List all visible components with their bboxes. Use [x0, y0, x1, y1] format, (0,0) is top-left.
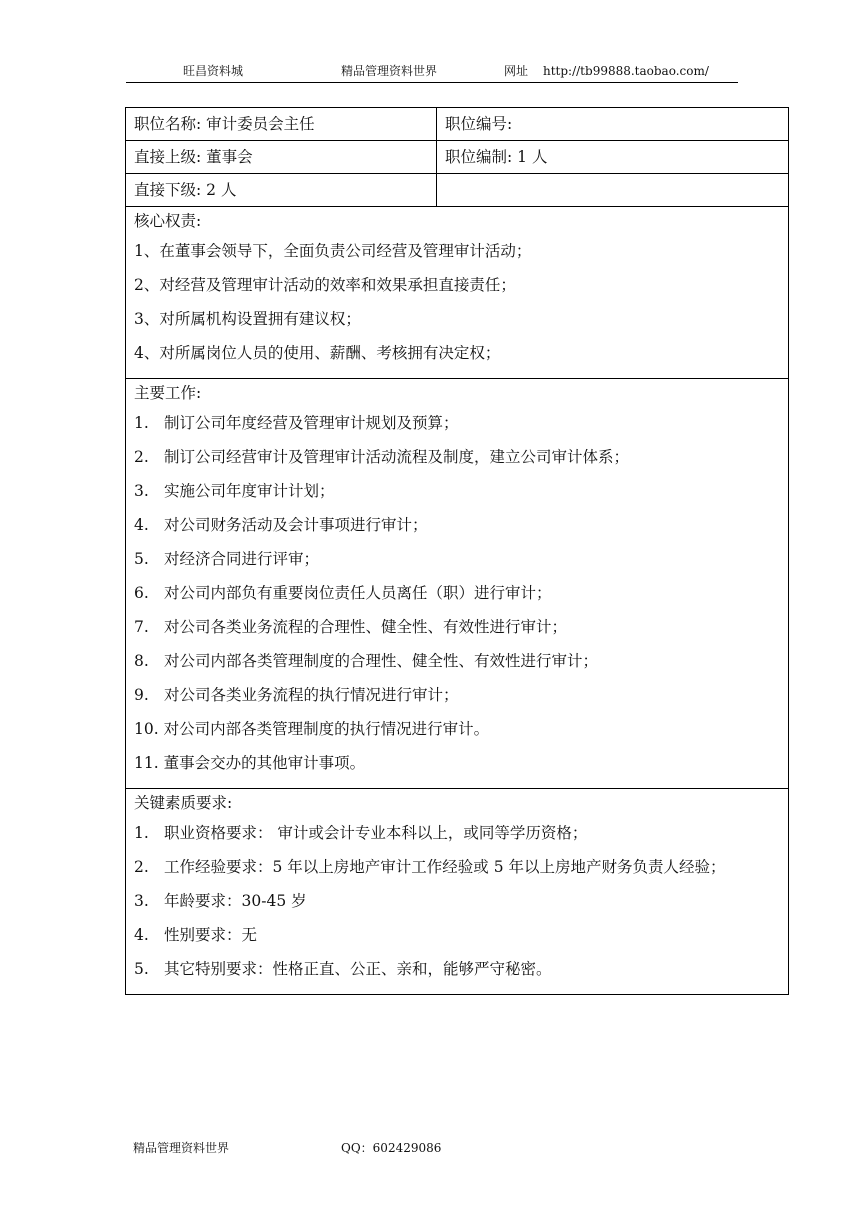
item-number: 7.	[134, 618, 149, 636]
section-title: 主要工作:	[134, 384, 202, 402]
section-title: 核心权责:	[134, 212, 202, 230]
item-number: 9.	[134, 686, 149, 704]
page-header	[126, 60, 738, 83]
item-text: 其它特别要求：性格正直、公正、亲和，能够严守秘密。	[164, 960, 552, 978]
table-row	[126, 174, 789, 207]
list-item: 1、在董事会领导下，全面负责公司经营及管理审计活动；	[134, 242, 532, 260]
item-number: 11.	[134, 754, 159, 772]
item-number: 6.	[134, 584, 149, 602]
item-text: 对公司内部各类管理制度的执行情况进行审计。	[163, 720, 490, 738]
list-item	[134, 953, 788, 987]
header-url[interactable]: http://tb99888.taobao.com/	[543, 64, 709, 78]
item-text: 对公司财务活动及会计事项进行审计；	[164, 516, 428, 534]
list-item	[134, 577, 788, 611]
core-duties-section	[126, 207, 789, 379]
list-item	[134, 817, 788, 851]
list-item: 3、对所属机构设置拥有建议权；	[134, 310, 361, 328]
item-number: 10.	[134, 720, 159, 738]
item-text: 年龄要求：30-45 岁	[164, 892, 307, 910]
item-text: 实施公司年度审计计划；	[164, 482, 335, 500]
item-text: 职业资格要求： 审计或会计专业本科以上，或同等学历资格；	[164, 824, 588, 842]
list-item	[134, 611, 788, 645]
list-item: 4、对所属岗位人员的使用、薪酬、考核拥有决定权；	[134, 344, 501, 362]
item-number: 5.	[134, 960, 149, 978]
item-text: 工作经验要求：5 年以上房地产审计工作经验或 5 年以上房地产财务负责人经验；	[164, 858, 726, 876]
item-number: 4.	[134, 516, 149, 534]
item-text: 董事会交办的其他审计事项。	[163, 754, 366, 772]
position-code: 职位编号:	[437, 108, 789, 141]
item-text: 对公司内部负有重要岗位责任人员离任（职）进行审计；	[164, 584, 552, 602]
item-text: 制订公司年度经营及管理审计规划及预算；	[164, 414, 459, 432]
list-item	[134, 747, 788, 781]
item-number: 1.	[134, 414, 149, 432]
list-item	[134, 441, 788, 475]
item-number: 2.	[134, 858, 149, 876]
direct-superior: 直接上级: 董事会	[126, 141, 437, 174]
item-number: 2.	[134, 448, 149, 466]
item-text: 对公司内部各类管理制度的合理性、健全性、有效性进行审计；	[164, 652, 599, 670]
list-item	[134, 679, 788, 713]
item-number: 4.	[134, 926, 149, 944]
list-item	[134, 543, 788, 577]
list-item: 2、对经营及管理审计活动的效率和效果承担直接责任；	[134, 276, 516, 294]
list-item	[134, 509, 788, 543]
item-number: 5.	[134, 550, 149, 568]
list-item	[134, 407, 788, 441]
header-url-label: 网址	[504, 64, 529, 78]
list-item	[134, 851, 788, 885]
item-text: 对经济合同进行评审；	[164, 550, 320, 568]
header-brand: 精品管理资料世界	[341, 64, 438, 78]
table-row	[126, 141, 789, 174]
item-number: 8.	[134, 652, 149, 670]
list-item	[134, 713, 788, 747]
header-shop-name: 旺昌资料城	[183, 64, 244, 78]
footer-qq: QQ：602429086	[341, 1141, 442, 1155]
headcount: 职位编制: 1 人	[437, 141, 789, 174]
item-text: 性别要求：无	[164, 926, 258, 944]
section-title: 关键素质要求:	[134, 794, 233, 812]
empty-cell	[437, 174, 789, 207]
item-text: 对公司各类业务流程的执行情况进行审计；	[164, 686, 459, 704]
item-number: 3.	[134, 892, 149, 910]
list-item	[134, 919, 788, 953]
page-footer	[133, 1138, 533, 1158]
list-item	[134, 885, 788, 919]
direct-subordinates: 直接下级: 2 人	[126, 174, 437, 207]
list-item	[134, 645, 788, 679]
item-number: 1.	[134, 824, 149, 842]
list-item	[134, 475, 788, 509]
item-number: 3.	[134, 482, 149, 500]
footer-brand: 精品管理资料世界	[133, 1141, 230, 1155]
job-description-table	[125, 107, 789, 995]
table-row	[126, 108, 789, 141]
position-name: 职位名称: 审计委员会主任	[126, 108, 437, 141]
item-text: 对公司各类业务流程的合理性、健全性、有效性进行审计；	[164, 618, 568, 636]
key-quality-section	[126, 789, 789, 995]
item-text: 制订公司经营审计及管理审计活动流程及制度，建立公司审计体系；	[164, 448, 630, 466]
main-work-section	[126, 379, 789, 789]
